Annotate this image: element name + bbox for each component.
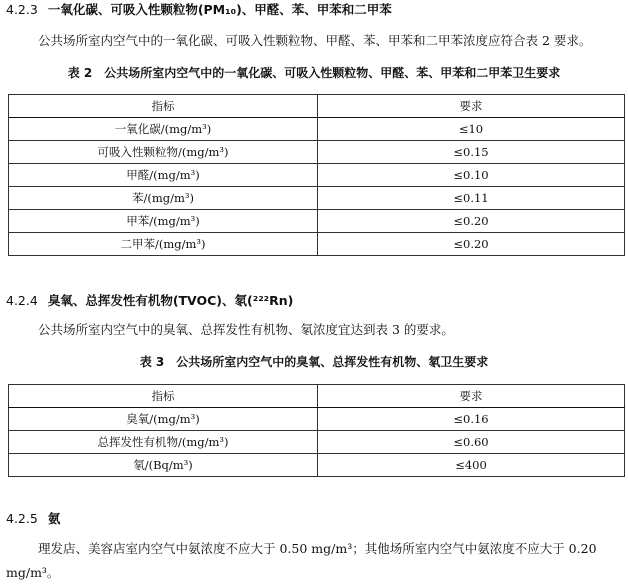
table-row xyxy=(9,141,625,164)
requirement-cell: ≤400 xyxy=(318,454,625,477)
table-row xyxy=(9,118,625,141)
section-number: 4.2.5 xyxy=(6,511,38,526)
indicator-cell: 臭氧/(mg/m³) xyxy=(9,408,318,431)
requirement-cell: ≤0.20 xyxy=(318,210,625,233)
table-number: 表 2 xyxy=(67,66,93,80)
section-number: 4.2.3 xyxy=(6,2,38,17)
section-heading-4-2-4 xyxy=(6,291,293,309)
indicator-cell: 二甲苯/(mg/m³) xyxy=(9,233,318,256)
requirement-cell: ≤0.16 xyxy=(318,408,625,431)
table-3 xyxy=(8,384,625,477)
requirement-cell: ≤0.15 xyxy=(318,141,625,164)
table-header-row xyxy=(9,385,625,408)
requirement-cell: ≤0.60 xyxy=(318,431,625,454)
section-title: 臭氧、总挥发性有机物(TVOC)、氡(²²²Rn) xyxy=(47,293,294,308)
table-caption-text: 公共场所室内空气中的臭氧、总挥发性有机物、氡卫生要求 xyxy=(176,355,489,369)
section-number: 4.2.4 xyxy=(6,293,38,308)
header-indicator: 指标 xyxy=(9,385,318,408)
section-paragraph: 公共场所室内空气中的臭氧、总挥发性有机物、氡浓度宜达到表 3 的要求。 xyxy=(38,322,454,337)
indicator-cell: 甲醛/(mg/m³) xyxy=(9,164,318,187)
table-caption-text: 公共场所室内空气中的一氧化碳、可吸入性颗粒物、甲醛、苯、甲苯和二甲苯卫生要求 xyxy=(104,66,561,80)
indicator-cell: 甲苯/(mg/m³) xyxy=(9,210,318,233)
header-requirement: 要求 xyxy=(318,95,625,118)
table-row xyxy=(9,454,625,477)
table-row xyxy=(9,408,625,431)
table-header-row xyxy=(9,95,625,118)
requirement-cell: ≤10 xyxy=(318,118,625,141)
table-caption-2 xyxy=(0,64,628,81)
section-paragraph: 理发店、美容店室内空气中氨浓度不应大于 0.50 mg/m³；其他场所室内空气中氨浓度不应大于 0.20 mg/m³。 xyxy=(6,541,597,580)
section-heading-4-2-3 xyxy=(6,0,392,18)
requirement-cell: ≤0.10 xyxy=(318,164,625,187)
table-row xyxy=(9,210,625,233)
requirement-cell: ≤0.11 xyxy=(318,187,625,210)
table-row xyxy=(9,233,625,256)
indicator-cell: 总挥发性有机物/(mg/m³) xyxy=(9,431,318,454)
table-row xyxy=(9,187,625,210)
section-title: 氨 xyxy=(47,511,61,526)
section-paragraph: 公共场所室内空气中的一氧化碳、可吸入性颗粒物、甲醛、苯、甲苯和二甲苯浓度应符合表 2 要求。 xyxy=(38,33,592,48)
section-title: 一氧化碳、可吸入性颗粒物(PM₁₀)、甲醛、苯、甲苯和二甲苯 xyxy=(47,2,392,17)
header-indicator: 指标 xyxy=(9,95,318,118)
indicator-cell: 可吸入性颗粒物/(mg/m³) xyxy=(9,141,318,164)
header-requirement: 要求 xyxy=(318,385,625,408)
table-caption-3 xyxy=(0,353,628,370)
indicator-cell: 一氧化碳/(mg/m³) xyxy=(9,118,318,141)
table-row xyxy=(9,431,625,454)
indicator-cell: 氡/(Bq/m³) xyxy=(9,454,318,477)
section-heading-4-2-5 xyxy=(6,509,60,527)
indicator-cell: 苯/(mg/m³) xyxy=(9,187,318,210)
table-2 xyxy=(8,94,625,256)
table-number: 表 3 xyxy=(139,355,165,369)
table-row xyxy=(9,164,625,187)
requirement-cell: ≤0.20 xyxy=(318,233,625,256)
